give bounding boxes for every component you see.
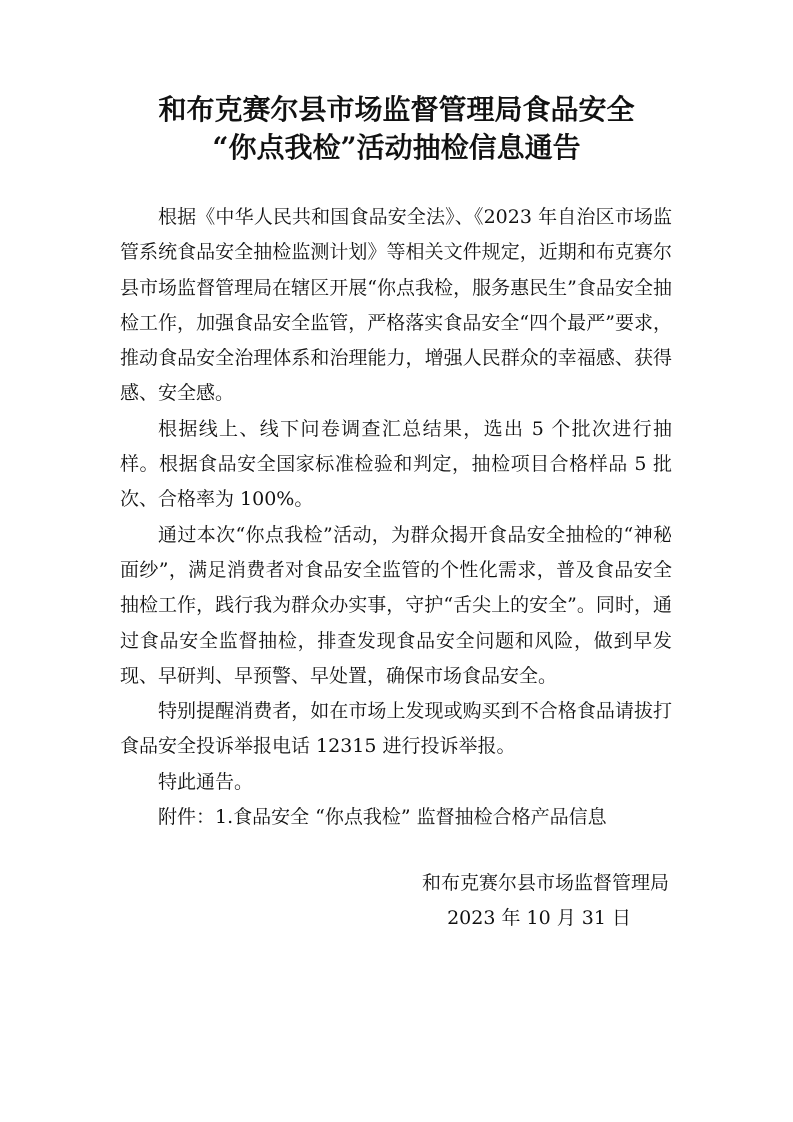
paragraph-closing: 特此通告。: [158, 770, 254, 793]
signature-organization: 和布克赛尔县市场监督管理局: [421, 872, 669, 894]
paragraph-purpose: 通过本次“你点我检”活动，为群众揭开食品安全抽检的“神秘面纱”，满足消费者对食品安全监管的个性化需求，普及食品安全抽检工作，践行我为群众办实事，守护“舌尖上的安全”。同时，通过食品安全监督抽检，排查发现食品安全问题和风险，做到早发现、早研判、早预警、早处置，确保市场食品安全。: [120, 523, 672, 687]
paragraph-reminder: 特别提醒消费者，如在市场上发现或购买到不合格食品请拔打食品安全投诉举报电话 12315 进行投诉举报。: [120, 700, 672, 758]
paragraph-basis: 根据《中华人民共和国食品安全法》、《2023 年自治区市场监管系统食品安全抽检监测计划》等相关文件规定，近期和布克赛尔县市场监督管理局在辖区开展“你点我检，服务惠民生”食品安全抽检工作，加强食品安全监管，严格落实食品安全“四个最严”要求，推动食品安全治理体系和治理能力，增强人民群众的幸福感、获得感、安全感。: [120, 206, 672, 405]
paragraph-attachment: 附件：1.食品安全 “你点我检” 监督抽检合格产品信息: [158, 806, 607, 829]
document-title-line-2: “你点我检”活动抽检信息通告: [212, 131, 581, 164]
document-title-line-1: 和布克赛尔县市场监督管理局食品安全: [158, 93, 635, 126]
document-body: [120, 200, 672, 835]
signature-date: 2023 年 10 月 31 日: [447, 907, 631, 929]
paragraph-results: 根据线上、线下问卷调查汇总结果，选出 5 个批次进行抽样。根据食品安全国家标准检验和判定，抽检项目合格样品 5 批次、合格率为 100%。: [120, 417, 672, 511]
